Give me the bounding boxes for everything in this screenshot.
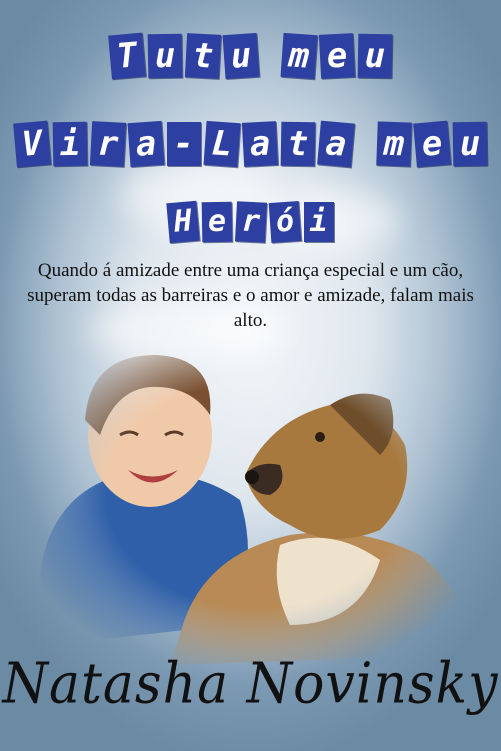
title-letter-tile: m <box>280 33 317 79</box>
title-letter-tile: r <box>234 201 266 243</box>
title-letter-tile: - <box>167 122 201 166</box>
title-letter-tile: u <box>357 34 392 79</box>
title-letter-tile: m <box>376 121 412 166</box>
title-letter-tile: a <box>317 121 355 168</box>
cover-photo-boy-and-dog <box>30 325 480 665</box>
title-letter-tile: e <box>201 202 232 243</box>
title-letter-tile: u <box>147 34 182 79</box>
title-letter-tile: i <box>304 202 334 242</box>
title-letter-tile: u <box>222 33 259 79</box>
title-letter-tile: u <box>452 122 487 167</box>
title-line-1 <box>0 34 501 78</box>
author-name: Natasha Novinsky <box>2 651 499 717</box>
title-letter-tile: e <box>413 121 451 168</box>
title-line-2 <box>0 122 501 166</box>
title-letter-tile: a <box>127 121 164 167</box>
title-line-3 <box>0 202 501 242</box>
title-letter-tile: r <box>89 121 125 167</box>
cover-blurb: Quando á amizade entre uma criança especial e um cão, superam todas as barreiras e o amor e amizade, falam mais alto. <box>27 260 474 331</box>
title-letter-tile: V <box>13 121 51 168</box>
title-letter-tile: a <box>241 121 277 167</box>
title-letter-tile: t <box>184 33 220 79</box>
title-letter-tile: e <box>318 33 354 79</box>
title-letter-tile: t <box>280 122 315 167</box>
title-letter-tile: H <box>166 201 199 243</box>
title-letter-tile: T <box>108 33 146 80</box>
title-letter-tile: L <box>203 121 240 167</box>
title-letter-tile: ó <box>268 201 301 243</box>
title-letter-tile: i <box>52 122 87 167</box>
